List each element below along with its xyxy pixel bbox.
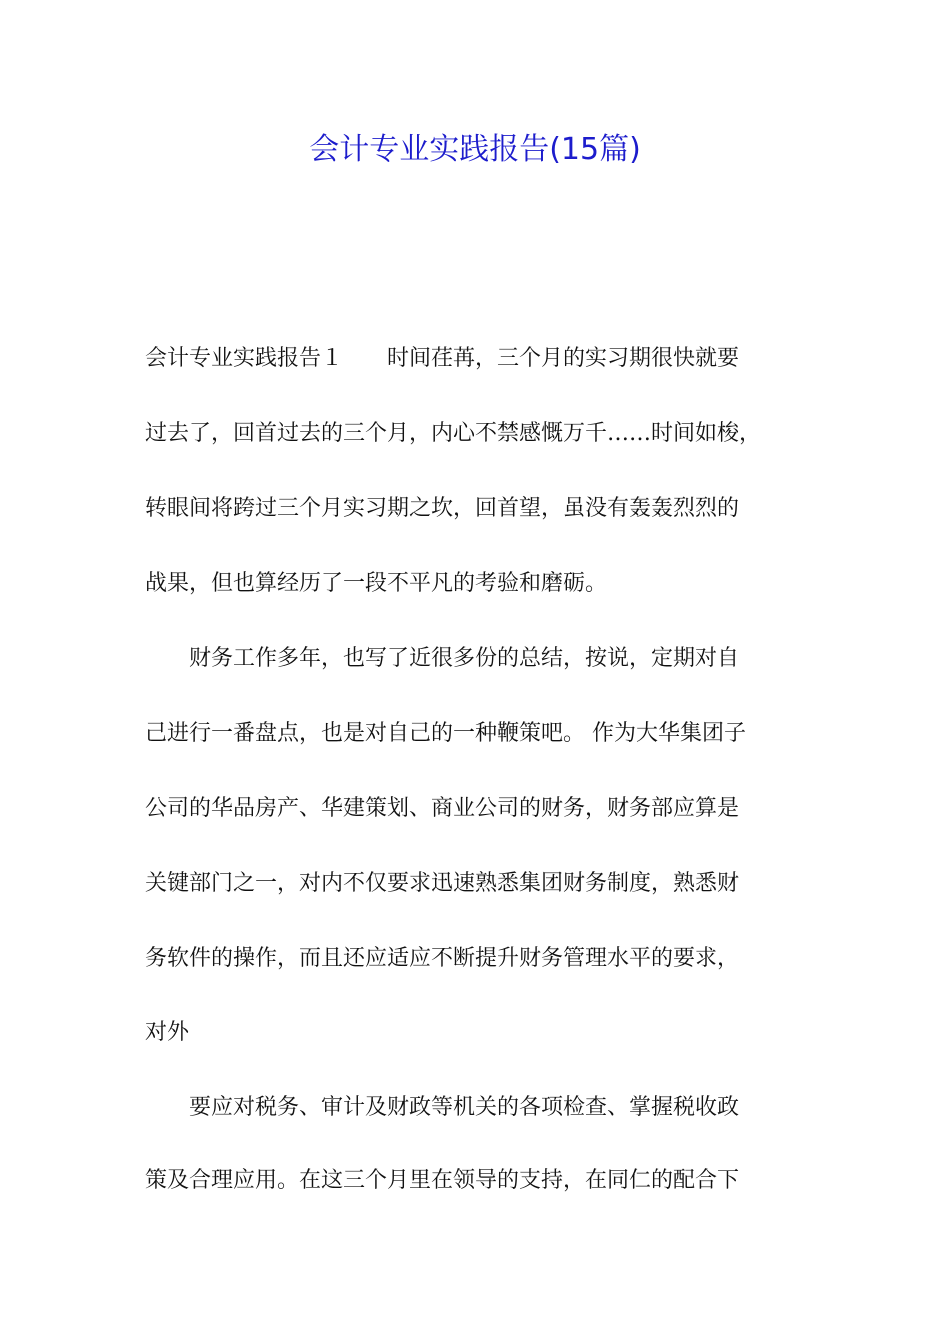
body-line-4: 战果，但也算经历了一段不平凡的考验和磨砺。 bbox=[145, 571, 608, 596]
body-line-9: 务软件的操作，而且还应适应不断提升财务管理水平的要求， bbox=[145, 946, 740, 971]
body-line-3: 转眼间将跨过三个月实习期之坎，回首望，虽没有轰轰烈烈的 bbox=[145, 496, 740, 521]
body-line-6: 己进行一番盘点，也是对自己的一种鞭策吧。 作为大华集团子 bbox=[145, 721, 746, 746]
body-line-7: 公司的华品房产、华建策划、商业公司的财务，财务部应算是 bbox=[145, 796, 740, 821]
body-line-5: 财务工作多年，也写了近很多份的总结，按说，定期对自 bbox=[145, 646, 740, 671]
body-line-1: 会计专业实践报告１ 时间荏苒，三个月的实习期很快就要 bbox=[145, 346, 740, 371]
document-title: 会计专业实践报告(15篇) bbox=[309, 132, 641, 167]
body-line-10: 对外 bbox=[145, 1020, 190, 1045]
body-line-8: 关键部门之一，对内不仅要求迅速熟悉集团财务制度，熟悉财 bbox=[145, 871, 740, 896]
body-line-12: 策及合理应用。在这三个月里在领导的支持，在同仁的配合下 bbox=[145, 1168, 740, 1193]
body-line-11: 要应对税务、审计及财政等机关的各项检查、掌握税收政 bbox=[145, 1095, 740, 1120]
body-line-2: 过去了，回首过去的三个月，内心不禁感慨万千……时间如梭， bbox=[145, 421, 762, 446]
